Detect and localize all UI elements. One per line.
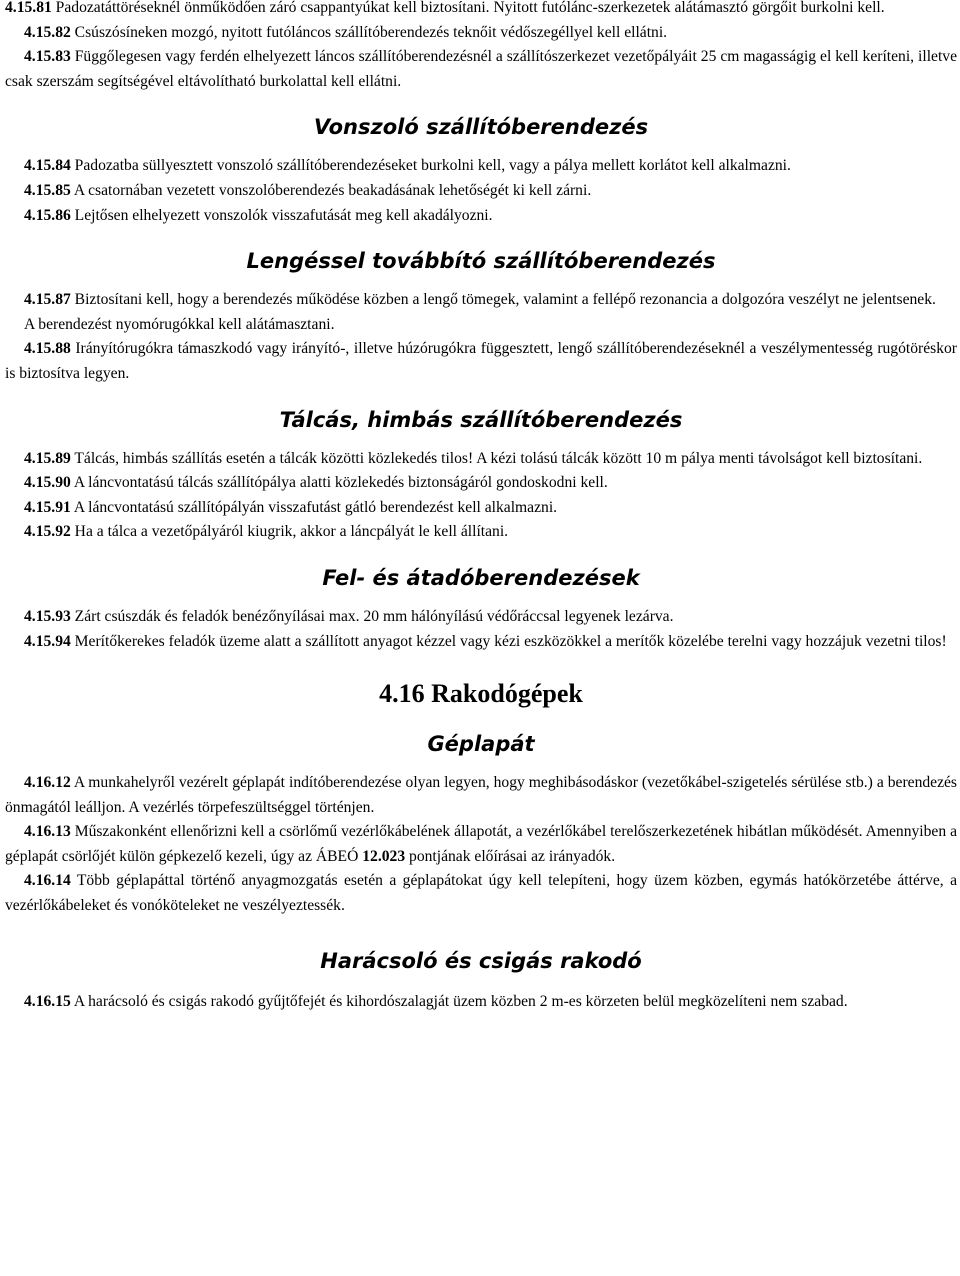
paragraph-text: Ha a tálca a vezetőpályáról kiugrik, akkor a láncpályát le kell állítani. — [70, 523, 509, 541]
paragraph-4-15-87 — [5, 288, 957, 313]
section-number: 4.15.94 — [24, 632, 71, 650]
section-number: 4.15.84 — [24, 157, 71, 175]
section-number: 4.15.88 — [24, 340, 71, 358]
paragraph-text: A láncvontatású tálcás szállítópálya alatti közlekedés biztonságáról gondoskodni kell. — [70, 474, 608, 492]
paragraph-text: Lejtősen elhelyezett vonszolók visszafutását meg kell akadályozni. — [70, 206, 493, 224]
paragraph-text: A láncvontatású szállítópályán visszafutást gátló berendezést kell alkalmazni. — [70, 498, 558, 516]
section-number: 4.16.14 — [24, 872, 71, 890]
reference-number: 12.023 — [362, 847, 406, 865]
paragraph-4-15-92 — [5, 520, 957, 545]
paragraph-4-15-83 — [5, 45, 957, 94]
paragraph-text: Függőlegesen vagy ferdén elhelyezett láncos szállítóberendezésnél a szállítószerkezet vezetőpályáit 25 cm magasságig el kell keríteni, illetve csak szerszám segítségével eltávolítható burkolattal kell ellátni. — [5, 48, 957, 90]
paragraph-text: Biztosítani kell, hogy a berendezés működése közben a lengő tömegek, valamint a fellépő rezonancia a dolgozóra veszélyt ne jelentsenek. — [70, 291, 936, 309]
paragraph-text: Padozatáttöréseknél önműködően záró csappantyúkat kell biztosítani. Nyitott futólánc-szerkezetek alátámasztó görgőit burkolni kell. — [51, 0, 885, 16]
paragraph-4-15-90 — [5, 471, 957, 496]
paragraph-4-15-85 — [5, 179, 957, 204]
paragraph-text: Műszakonként ellenőrizni kell a csörlőmű vezérlőkábelének állapotát, a vezérlőkábel terelőszerkezetének hibátlan működését. Amennyiben a géplapát csörlőjét külön gépkezelő kezeli, úgy az ÁBEÓ — [5, 823, 957, 865]
paragraph-4-15-94 — [5, 630, 957, 655]
paragraph-4-15-88 — [5, 337, 957, 386]
document-page — [5, 0, 957, 1014]
section-number: 4.15.89 — [24, 449, 71, 467]
paragraph-4-15-87-b: A berendezést nyomórugókkal kell alátámasztani. — [24, 315, 335, 333]
heading-fel-es-atado: Fel- és átadóberendezések — [322, 565, 640, 590]
section-number: 4.15.85 — [24, 181, 71, 199]
heading-talcas: Tálcás, himbás szállítóberendezés — [279, 407, 683, 432]
paragraph-4-16-14 — [5, 869, 957, 918]
section-number: 4.15.86 — [24, 206, 71, 224]
section-number: 4.16.12 — [24, 774, 71, 792]
paragraph-4-15-86 — [5, 204, 957, 229]
section-number: 4.15.91 — [24, 498, 71, 516]
paragraph-4-15-93 — [5, 605, 957, 630]
paragraph-4-16-12 — [5, 771, 957, 820]
section-number: 4.16.13 — [24, 823, 71, 841]
paragraph-text: A harácsoló és csigás rakodó gyűjtőfejét és kihordószalagját üzem közben 2 m-es körzeten belül megközelíteni nem szabad. — [70, 992, 848, 1010]
paragraph-4-15-89 — [5, 447, 957, 472]
paragraph-text: Több géplapáttal történő anyagmozgatás esetén a géplapátokat úgy kell telepíteni, hogy üzem közben, egymás hatókörzetébe áttérve, a vezérlőkábeleket és vonóköteleket ne veszélyeztessék. — [5, 872, 957, 915]
section-number: 4.15.82 — [24, 23, 71, 41]
paragraph-4-15-82 — [5, 21, 957, 46]
paragraph-text: A munkahelyről vezérelt géplapát indítóberendezése olyan legyen, hogy meghibásodáskor (vezetőkábel-szigetelés sérülése stb.) a berendezés önmagától leálljon. A vezérlés törpefeszültséggel történjen. — [5, 774, 957, 816]
paragraph-text: Merítőkerekes feladók üzeme alatt a szállított anyagot kézzel vagy kézi eszközökkel a merítők közelébe terelni vagy hozzájuk vezetni tilos! — [70, 632, 947, 650]
heading-haracsolo: Harácsoló és csigás rakodó — [320, 948, 642, 973]
section-number: 4.15.93 — [24, 607, 71, 625]
heading-4-16-rakodogepek: 4.16 Rakodógépek — [379, 679, 583, 709]
section-number: 4.15.87 — [24, 291, 71, 309]
heading-lengessel: Lengéssel továbbító szállítóberendezés — [246, 249, 716, 274]
paragraph-text: Padozatba süllyesztett vonszoló szállítóberendezéseket burkolni kell, vagy a pálya mellett korlátot kell alkalmazni. — [70, 157, 791, 175]
heading-vonszolo: Vonszoló szállítóberendezés — [313, 115, 649, 140]
paragraph-4-16-15 — [5, 990, 957, 1015]
paragraph-4-16-13 — [5, 820, 957, 869]
section-number: 4.15.90 — [24, 474, 71, 492]
paragraph-text: Irányítórugókra támaszkodó vagy irányító-, illetve húzórugókra függesztett, lengő szállítóberendezéseknél a veszélymentesség rugótöréskor is biztosítva legyen. — [5, 340, 957, 382]
heading-geplapat: Géplapát — [427, 732, 535, 757]
paragraph-text: Zárt csúszdák és feladók benézőnyílásai max. 20 mm hálónyílású védőráccsal legyenek lezárva. — [70, 607, 674, 625]
paragraph-text: A csatornában vezetett vonszolóberendezés beakadásának lehetőségét ki kell zárni. — [70, 181, 592, 199]
section-number: 4.15.81 — [5, 0, 52, 16]
section-number: 4.15.92 — [24, 523, 71, 541]
section-number: 4.15.83 — [24, 48, 71, 66]
paragraph-text: pontjának előírásai az irányadók. — [405, 847, 616, 865]
paragraph-4-15-91 — [5, 496, 957, 521]
paragraph-4-15-84 — [5, 154, 957, 179]
paragraph-4-15-81 — [5, 0, 957, 21]
paragraph-text: Csúszósíneken mozgó, nyitott futóláncos szállítóberendezés teknőit védőszegéllyel kell ellátni. — [70, 23, 668, 41]
section-number: 4.16.15 — [24, 992, 71, 1010]
paragraph-text: Tálcás, himbás szállítás esetén a tálcák közötti közlekedés tilos! A kézi tolású tálcák között 10 m pálya menti távolságot kell biztosítani. — [70, 449, 923, 467]
